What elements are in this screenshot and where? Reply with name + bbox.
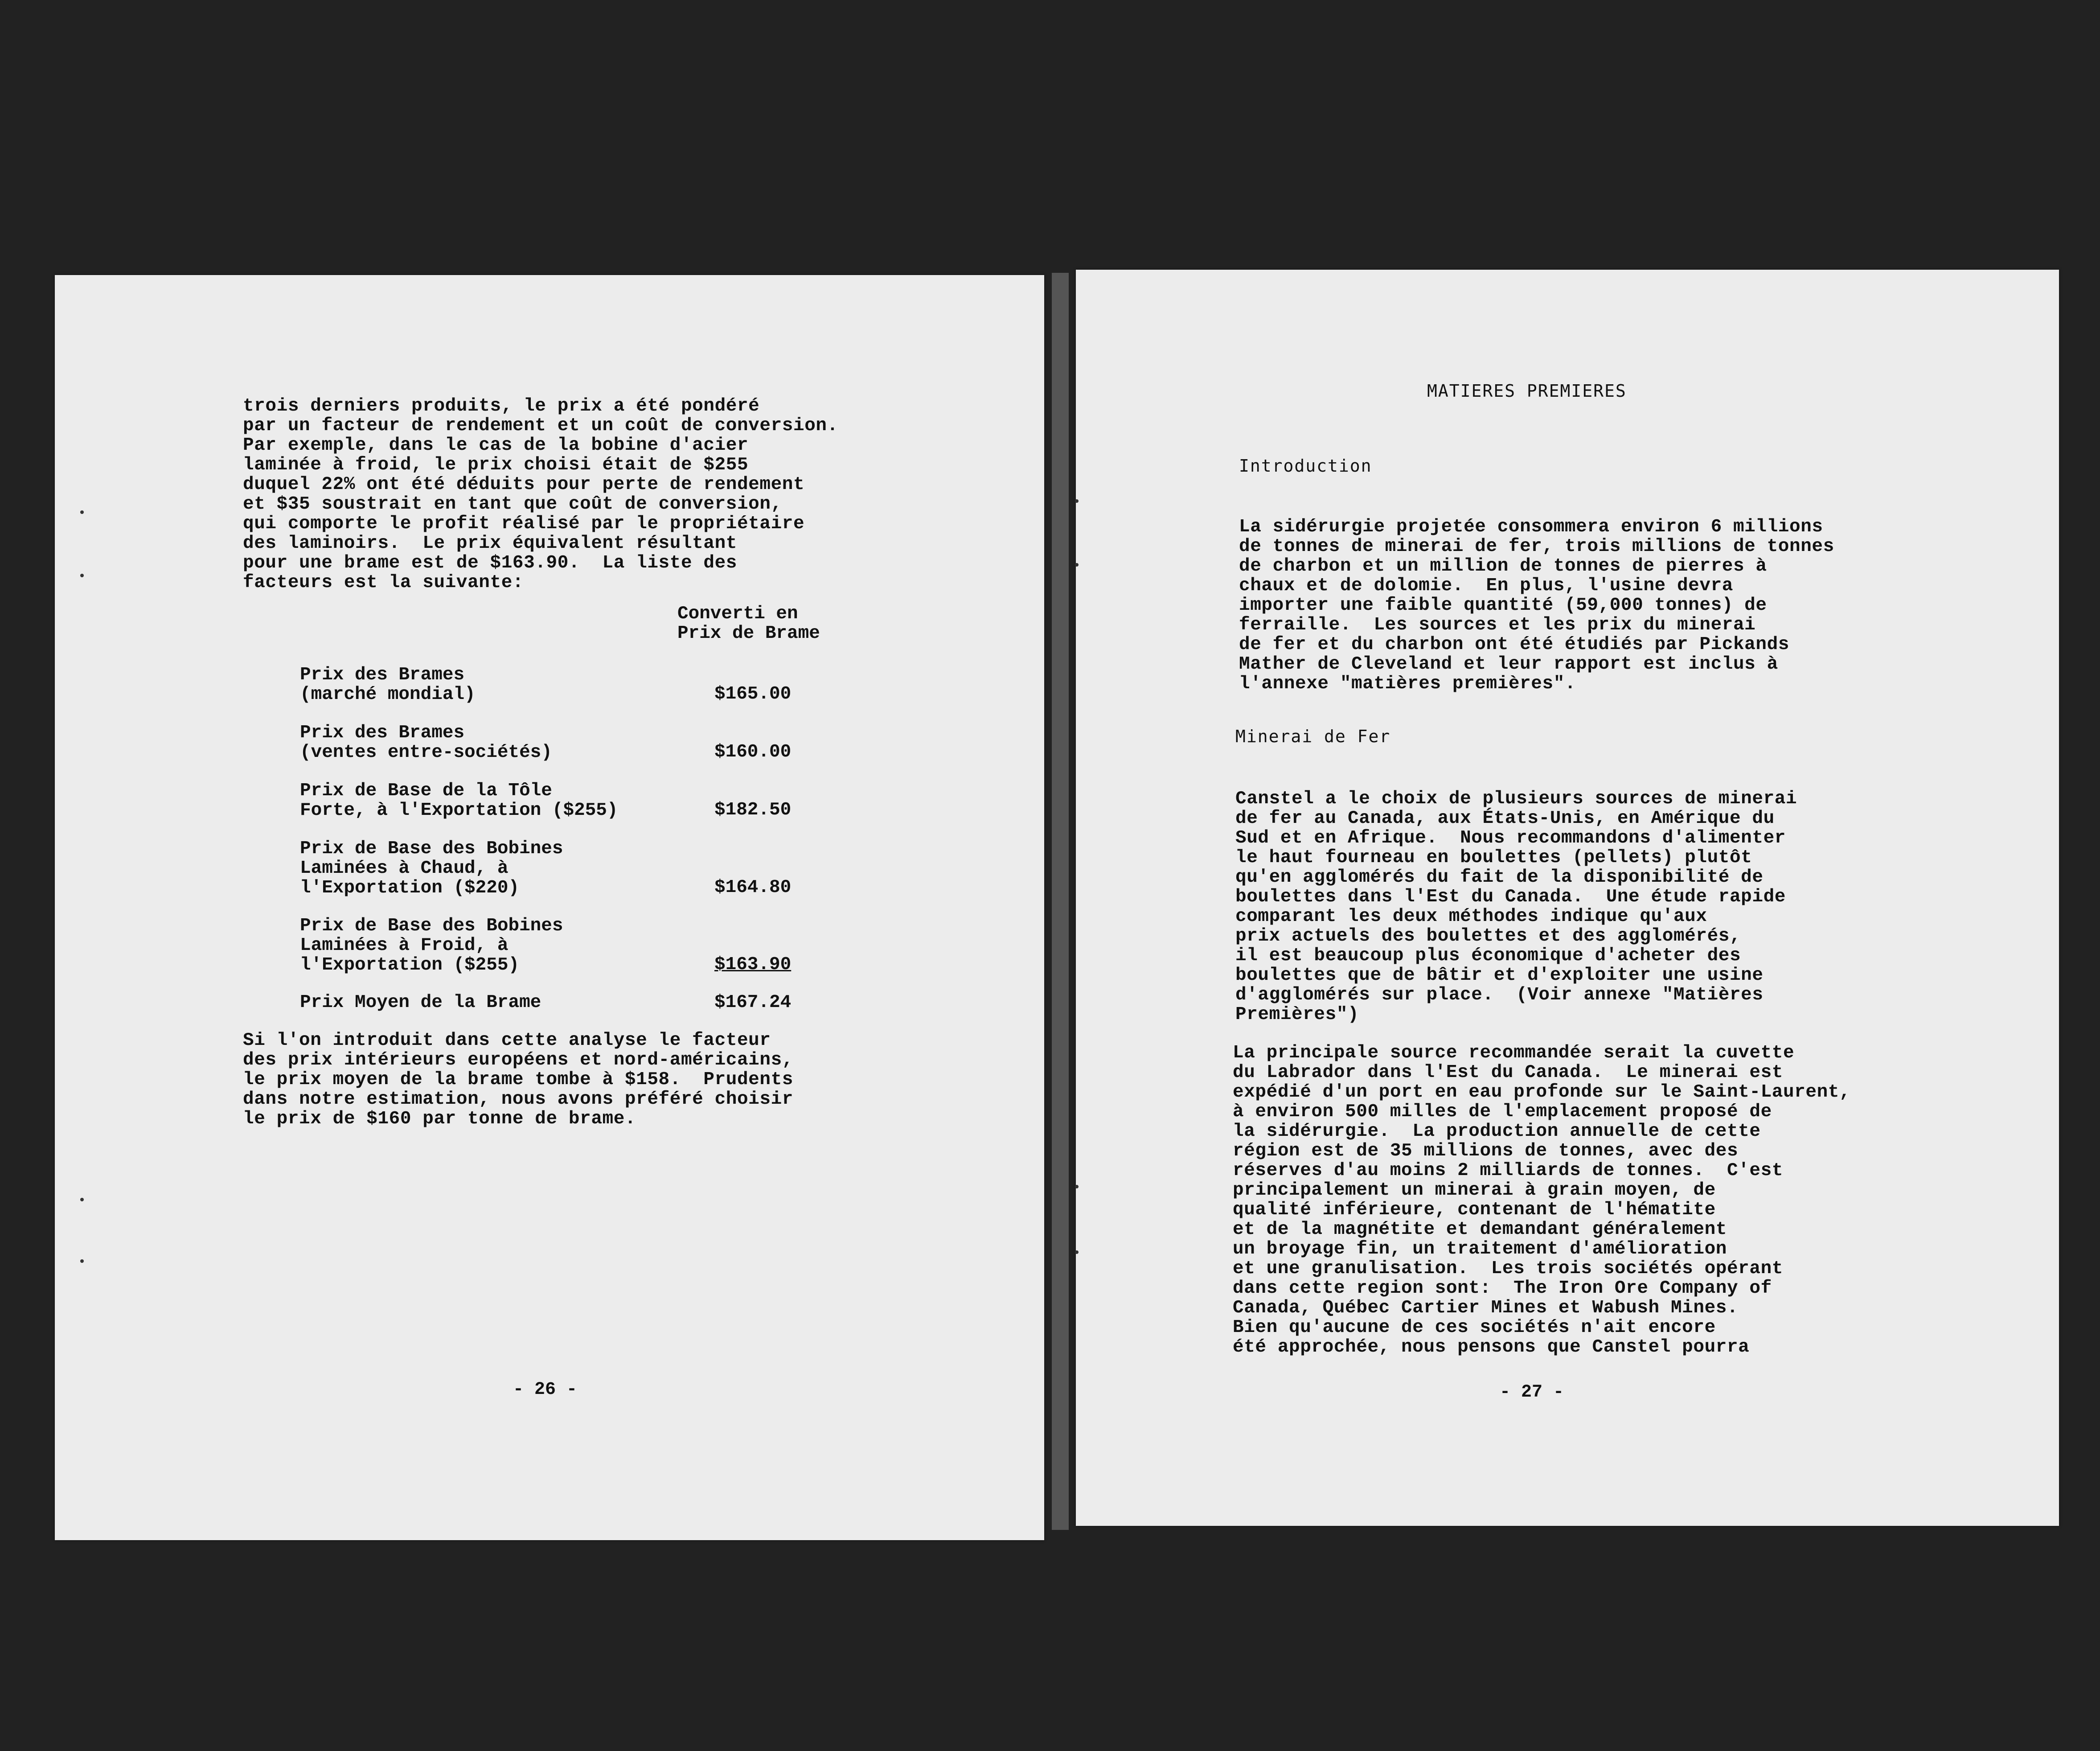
- page-27: [1076, 270, 2059, 1526]
- section-heading-introduction: Introduction: [1239, 456, 1372, 476]
- table-row-value: $164.80: [714, 877, 792, 898]
- table-row-value: $165.00: [714, 684, 792, 704]
- minerai-paragraph-1: Canstel a le choix de plusieurs sources de minerai de fer au Canada, aux États-Unis, en Amérique du Sud et en Afrique. Nous recommandons d'alimenter le haut fourneau en boulettes (pellets) plutôt qu'en agglomérés du fait de la disponibilité de boulettes dans l'Est du Canada. Une étude rapide comparant les deux méthodes indique qu'aux prix actuels des boulettes et des agglomérés, il est beaucoup plus économique d'acheter des boulettes que de bâtir et d'exploiter une usine d'agglomérés sur place. (Voir annexe "Matières Premières"): [1235, 789, 1797, 1025]
- scan-speck: [80, 1198, 84, 1201]
- scan-speck: [80, 1259, 84, 1263]
- average-value: $167.24: [714, 992, 792, 1013]
- book-gutter: [1052, 273, 1069, 1530]
- table-row-label: Prix des Brames (marché mondial): [300, 665, 476, 705]
- scan-speck: [80, 574, 84, 577]
- closing-paragraph: Si l'on introduit dans cette analyse le facteur des prix intérieurs européens et nord-américains, le prix moyen de la brame tombe à $158. Prudents dans notre estimation, nous avons préféré choisir le prix de $160 par tonne de brame.: [243, 1030, 793, 1129]
- scan-speck: [80, 510, 84, 514]
- table-row-label: Prix des Brames (ventes entre-sociétés): [300, 723, 552, 763]
- scan-speck: [1075, 563, 1079, 567]
- column-header: Converti en Prix de Brame: [677, 604, 820, 644]
- table-row-value: $163.90: [714, 954, 792, 975]
- page-title: MATIERES PREMIERES: [1427, 381, 1627, 401]
- scan-speck: [1075, 1185, 1079, 1188]
- table-row-label: Prix de Base de la Tôle Forte, à l'Exportation ($255): [300, 781, 618, 821]
- section-heading-minerai-de-fer: Minerai de Fer: [1235, 727, 1391, 746]
- table-row-label: Prix de Base des Bobines Laminées à Chaud, à l'Exportation ($220): [300, 839, 563, 898]
- intro-paragraph: trois derniers produits, le prix a été pondéré par un facteur de rendement et un coût de conversion. Par exemple, dans le cas de la bobine d'acier laminée à froid, le prix choisi était de $255 duquel 22% ont été déduits pour perte de rendement et $35 soustrait en tant que coût de conversion, qui comporte le profit réalisé par le propriétaire des laminoirs. Le prix équivalent résultant pour une brame est de $163.90. La liste des facteurs est la suivante:: [243, 396, 838, 593]
- page-26: [55, 275, 1044, 1540]
- minerai-paragraph-2: La principale source recommandée serait la cuvette du Labrador dans l'Est du Canada. Le minerai est expédié d'un port en eau profonde sur le Saint-Laurent, à environ 500 milles de l'emplacement proposé de la sidérurgie. La production annuelle de cette région est de 35 millions de tonnes, avec des réserves d'au moins 2 milliards de tonnes. C'est principalement un minerai à grain moyen, de qualité inférieure, contenant de l'hématite et de la magnétite et demandant généralement un broyage fin, un traitement d'amélioration et une granulisation. Les trois sociétés opérant dans cette region sont: The Iron Ore Company of Canada, Québec Cartier Mines et Wabush Mines. Bien qu'aucune de ces sociétés n'ait encore été approchée, nous pensons que Canstel pourra: [1233, 1043, 1851, 1357]
- introduction-paragraph: La sidérurgie projetée consommera environ 6 millions de tonnes de minerai de fer, trois millions de tonnes de charbon et un million de tonnes de pierres à chaux et de dolomie. En plus, l'usine devra importer une faible quantité (59,000 tonnes) de ferraille. Les sources et les prix du minerai de fer et du charbon ont été étudiés par Pickands Mather de Cleveland et leur rapport est inclus à l'annexe "matières premières".: [1239, 517, 1834, 694]
- table-row-value: $160.00: [714, 742, 792, 762]
- scan-speck: [1075, 499, 1079, 503]
- table-row-value: $182.50: [714, 800, 792, 820]
- table-row-label: Prix de Base des Bobines Laminées à Froid, à l'Exportation ($255): [300, 916, 563, 975]
- average-label: Prix Moyen de la Brame: [300, 992, 541, 1013]
- page-number: - 26 -: [513, 1380, 578, 1400]
- scan-speck: [1075, 1250, 1079, 1254]
- page-number: - 27 -: [1500, 1382, 1564, 1402]
